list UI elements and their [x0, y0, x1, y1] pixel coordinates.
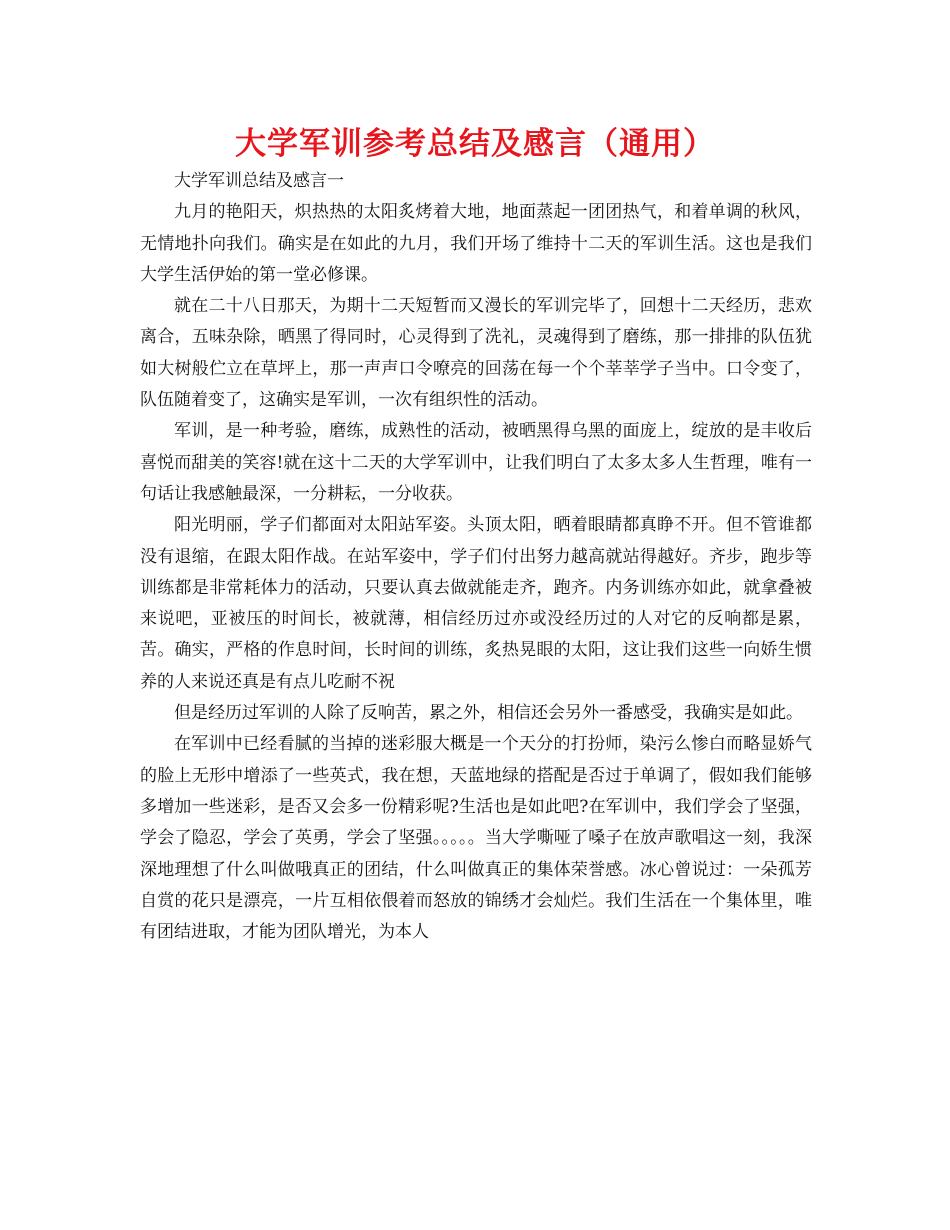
paragraph-4: 阳光明丽，学子们都面对太阳站军姿。头顶太阳，晒着眼睛都真睁不开。但不管谁都没有退缩，在跟太阳作战。在站军姿中，学子们付出努力越高就站得越好。齐步，跑步等训练都是非常耗体力的活动，只要认真去做就能走齐，跑齐。内务训练亦如此，就拿叠被来说吧，亚被压的时间长，被就薄，相信经历过亦或没经历过的人对它的反响都是累，苦。确实，严格的作息时间，长时间的训练，炙热晃眼的太阳，这让我们这些一向娇生惯养的人来说还真是有点儿吃耐不祝	[140, 515, 812, 692]
document-body	[140, 166, 812, 948]
section-heading: 大学军训总结及感言一	[174, 171, 344, 191]
paragraph-2: 就在二十八日那天，为期十二天短暂而又漫长的军训完毕了，回想十二天经历，悲欢离合，五味杂除，晒黑了得同时，心灵得到了洗礼，灵魂得到了磨练，那一排排的队伍犹如大树般伫立在草坪上，那一声声口令嘹亮的回荡在每一个个莘莘学子当中。口令变了，队伍随着变了，这确实是军训，一次有组织性的活动。	[140, 296, 812, 411]
paragraph-3: 军训，是一种考验，磨练，成熟性的活动，被晒黑得乌黑的面庞上，绽放的是丰收后喜悦而甜美的笑容!就在这十二天的大学军训中，让我们明白了太多太多人生哲理，唯有一句话让我感触最深，一分耕耘，一分收获。	[140, 421, 812, 504]
paragraph-5: 但是经历过军训的人除了反响苦，累之外，相信还会另外一番感受，我确实是如此。	[174, 703, 803, 724]
paragraph-1: 九月的艳阳天，炽热热的太阳炙烤着大地，地面蒸起一团团热气，和着单调的秋风，无情地扑向我们。确实是在如此的九月，我们开场了维持十二天的军训生活。这也是我们大学生活伊始的第一堂必修课。	[140, 202, 812, 285]
paragraph-6: 在军训中已经看腻的当掉的迷彩服大概是一个天分的打扮师，染污么惨白而略显娇气的脸上无形中增添了一些英式，我在想，天蓝地绿的搭配是否过于单调了，假如我们能够多增加一些迷彩，是否又会多一份精彩呢?生活也是如此吧?在军训中，我们学会了坚强，学会了隐忍，学会了英勇，学会了坚强。。。。。当大学嘶哑了嗓子在放声歌唱这一刻，我深深地理想了什么叫做哦真正的团结，什么叫做真正的集体荣誉感。冰心曾说过：一朵孤芳自赏的花只是漂亮，一片互相依偎着而怒放的锦绣才会灿烂。我们生活在一个集体里，唯有团结进取，才能为团队增光，为本人	[140, 734, 812, 943]
document-title: 大学军训参考总结及感言（通用）	[235, 126, 715, 162]
